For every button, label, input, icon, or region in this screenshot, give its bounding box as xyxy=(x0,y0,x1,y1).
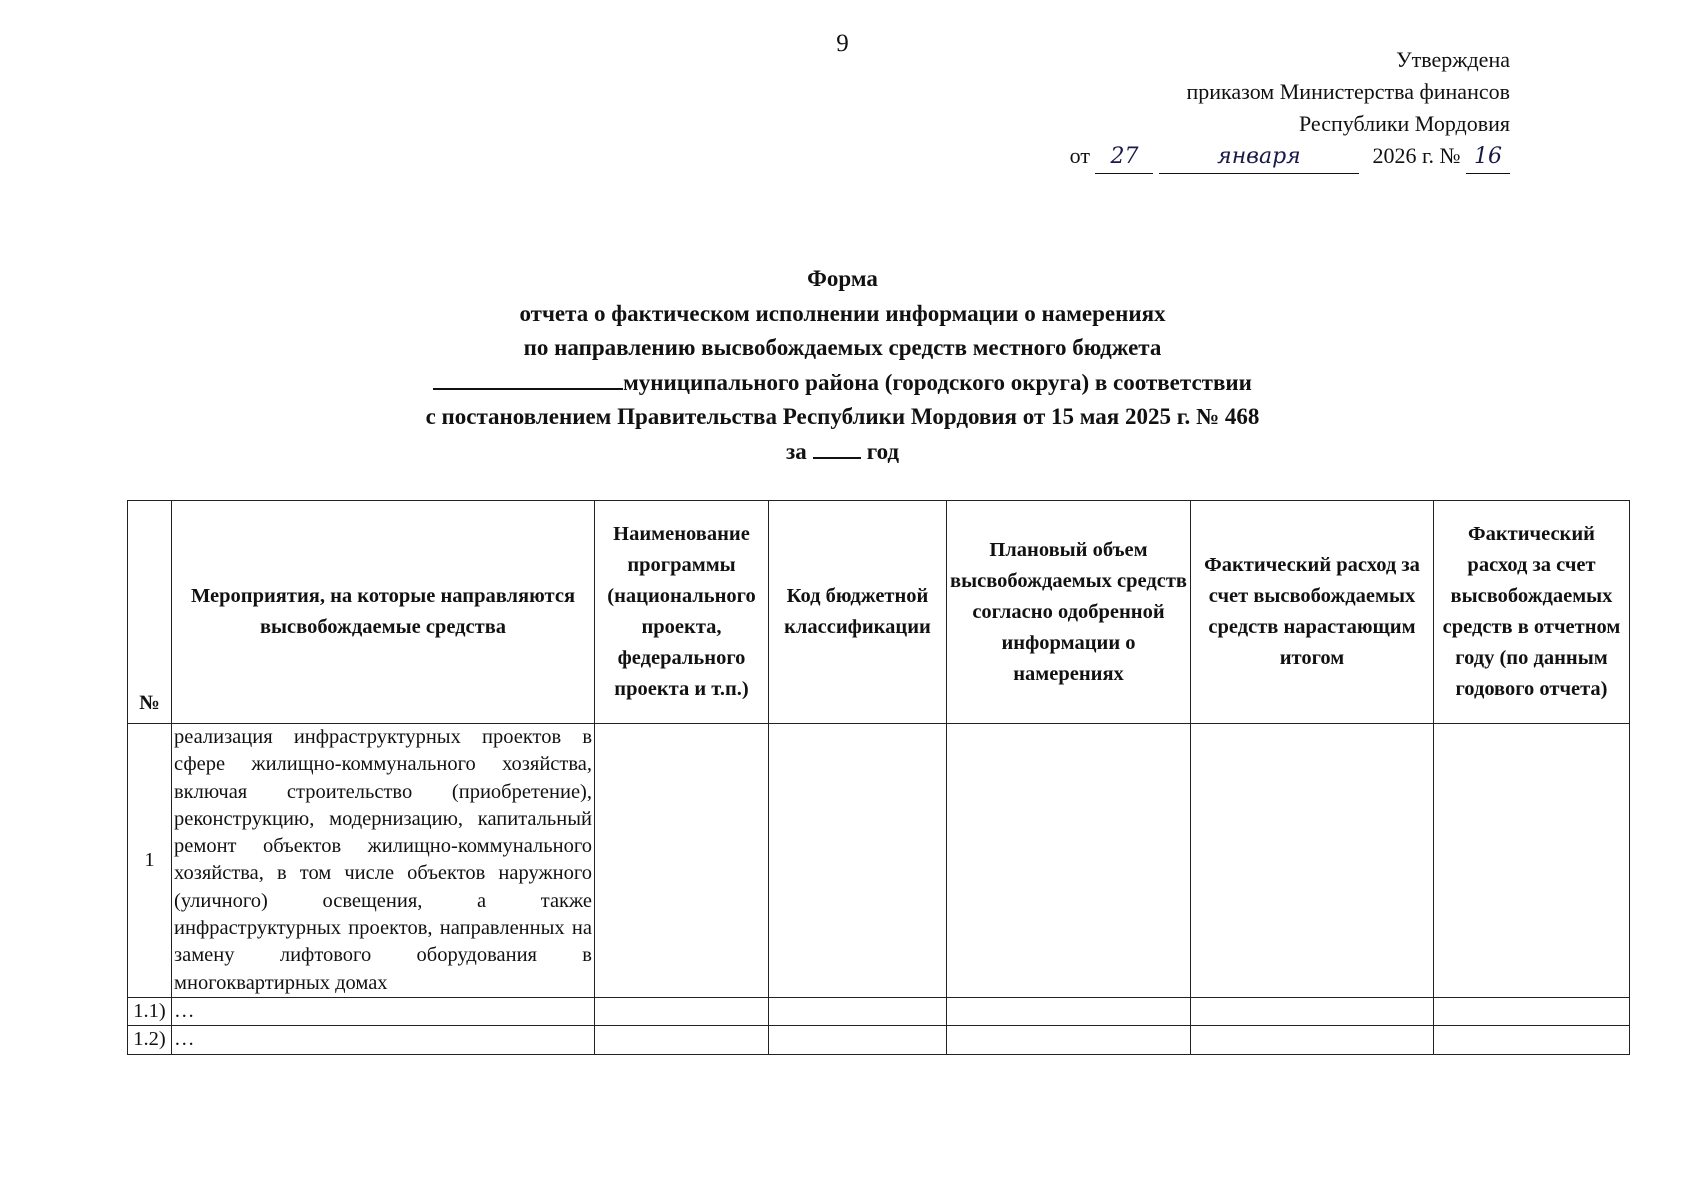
header-activities: Мероприятия, на которые направляются высвобождаемые средства xyxy=(172,501,595,724)
row-code-cell xyxy=(769,997,947,1025)
year-blank xyxy=(813,435,861,459)
header-planned-volume: Плановый объем высвобождаемых средств согласно одобренной информации о намерениях xyxy=(947,501,1191,724)
row-code-cell xyxy=(769,724,947,998)
row-number: 1.2) xyxy=(128,1026,172,1054)
title-line-4 xyxy=(0,366,1685,401)
header-number: № xyxy=(128,501,172,724)
approval-line-1: Утверждена xyxy=(1396,47,1510,72)
date-year-label: 2026 г. № xyxy=(1372,143,1461,168)
row-activity: … xyxy=(172,1026,595,1054)
row-cumulative-cell xyxy=(1191,724,1434,998)
row-planned-cell xyxy=(947,997,1191,1025)
row-year-cell xyxy=(1434,997,1630,1025)
row-program-cell xyxy=(595,724,769,998)
header-actual-reporting-year: Фактический расход за счет высвобождаемых средств в отчетном году (по данным годового отчета) xyxy=(1434,501,1630,724)
approval-line-3: Республики Мордовия xyxy=(1298,111,1510,136)
date-month-handwritten: января xyxy=(1159,141,1359,174)
table-header-row xyxy=(128,501,1630,724)
title-year-prefix: за xyxy=(785,438,807,464)
date-prefix: от xyxy=(1069,143,1090,168)
row-code-cell xyxy=(769,1026,947,1054)
approval-line-2: приказом Министерства финансов xyxy=(1186,79,1510,104)
row-year-cell xyxy=(1434,1026,1630,1054)
form-title xyxy=(0,262,1685,469)
header-budget-code: Код бюджетной классификации xyxy=(769,501,947,724)
district-blank xyxy=(433,366,623,390)
title-line-3: по направлению высвобождаемых средств местного бюджета xyxy=(523,335,1162,360)
header-actual-cumulative: Фактический расход за счет высвобождаемых средств нарастающим итогом xyxy=(1191,501,1434,724)
row-cumulative-cell xyxy=(1191,997,1434,1025)
title-line-4-text: муниципального района (городского округа) в соответствии xyxy=(623,369,1252,395)
row-activity: … xyxy=(172,997,595,1025)
row-program-cell xyxy=(595,1026,769,1054)
approval-date-line xyxy=(1070,140,1510,174)
title-line-5: с постановлением Правительства Республики Мордовия от 15 мая 2025 г. № 468 xyxy=(425,404,1260,429)
row-planned-cell xyxy=(947,724,1191,998)
page-number: 9 xyxy=(836,30,849,57)
title-line-6 xyxy=(0,435,1685,470)
title-line-2: отчета о фактическом исполнении информации о намерениях xyxy=(519,300,1166,326)
header-program-name: Наименование программы (национального проекта, федерального проекта и т.п.) xyxy=(595,501,769,724)
approval-stamp xyxy=(1070,44,1510,174)
title-year-suffix: год xyxy=(866,438,900,464)
row-number: 1 xyxy=(128,724,172,998)
table-row xyxy=(128,997,1630,1025)
title-line-1: Форма xyxy=(807,266,878,291)
order-number-handwritten: 16 xyxy=(1466,141,1510,174)
row-planned-cell xyxy=(947,1026,1191,1054)
row-year-cell xyxy=(1434,724,1630,998)
row-number: 1.1) xyxy=(128,997,172,1025)
row-program-cell xyxy=(595,997,769,1025)
row-activity: реализация инфраструктурных проектов в сфере жилищно-коммунального хозяйства, включая строительство (приобретение), реконструкцию, модернизацию, капитальный ремонт объектов жилищно-коммунального хозяйства, в том числе объектов наружного (уличного) освещения, а также инфраструктурных проектов, направленных на замену лифтового оборудования в многоквартирных домах xyxy=(172,724,595,998)
table-row xyxy=(128,1026,1630,1054)
table-row xyxy=(128,724,1630,998)
date-day-handwritten: 27 xyxy=(1095,141,1153,174)
report-table xyxy=(127,500,1630,1055)
row-cumulative-cell xyxy=(1191,1026,1434,1054)
